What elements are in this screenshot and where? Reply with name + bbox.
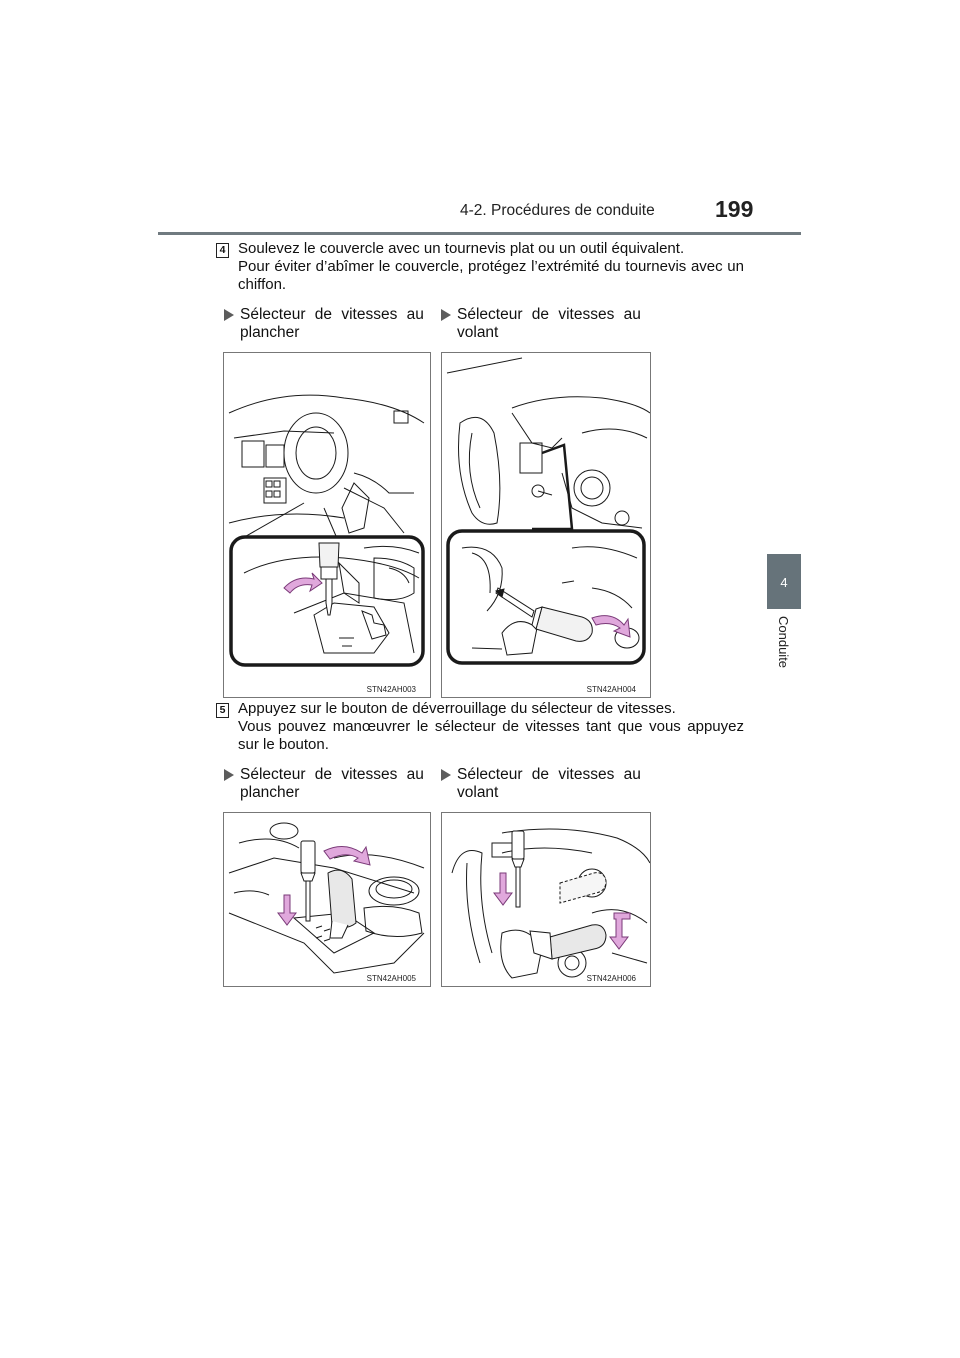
caption-line-2: plancher [240, 324, 300, 341]
step-5-line-1: Appuyez sur le bouton de déverrouillage du sélecteur de vitesses. [238, 700, 676, 717]
illustration-column-shifter-release [442, 813, 651, 987]
caption-line-2: volant [457, 324, 499, 341]
illustration-floor-shifter-release [224, 813, 431, 987]
figure-floor-shifter-cover [223, 352, 431, 698]
section-title: 4-2. Procédures de conduite [460, 202, 655, 219]
step-number-4: 4 [216, 243, 229, 258]
triangle-bullet-icon [441, 769, 451, 781]
step-5-text [238, 700, 744, 754]
header-divider [158, 232, 801, 235]
figure-column-shifter-cover [441, 352, 651, 698]
figure-floor-shifter-release [223, 812, 431, 987]
caption-line-1: Sélecteur de vitesses au [457, 306, 641, 323]
illustration-column-shifter-cover [442, 353, 651, 698]
chapter-tab: 4 [767, 554, 801, 609]
caption-line-2: volant [457, 784, 499, 801]
step-5-line-2: Vous pouvez manœuvrer le sélecteur de vitesses tant que vous appuyez sur le bouton. [238, 718, 744, 753]
figure-column-shifter-release [441, 812, 651, 987]
figure-code: STN42AH005 [366, 974, 416, 983]
page-number: 199 [715, 196, 754, 222]
figure-code: STN42AH004 [586, 685, 636, 694]
caption-line-1: Sélecteur de vitesses au [240, 306, 424, 323]
figure-code: STN42AH003 [366, 685, 416, 694]
chapter-label: Conduite [776, 616, 791, 669]
illustration-floor-shifter-cover [224, 353, 431, 698]
step-number-5: 5 [216, 703, 229, 718]
step-4-line-2: Pour éviter d’abîmer le couvercle, protégez l’extrémité du tournevis avec un chiffon. [238, 258, 744, 293]
triangle-bullet-icon [441, 309, 451, 321]
triangle-bullet-icon [224, 309, 234, 321]
caption-line-2: plancher [240, 784, 300, 801]
step-4-text [238, 240, 744, 294]
caption-line-1: Sélecteur de vitesses au [240, 766, 424, 783]
triangle-bullet-icon [224, 769, 234, 781]
figure-code: STN42AH006 [586, 974, 636, 983]
step-4-line-1: Soulevez le couvercle avec un tournevis plat ou un outil équivalent. [238, 240, 685, 257]
caption-line-1: Sélecteur de vitesses au [457, 766, 641, 783]
